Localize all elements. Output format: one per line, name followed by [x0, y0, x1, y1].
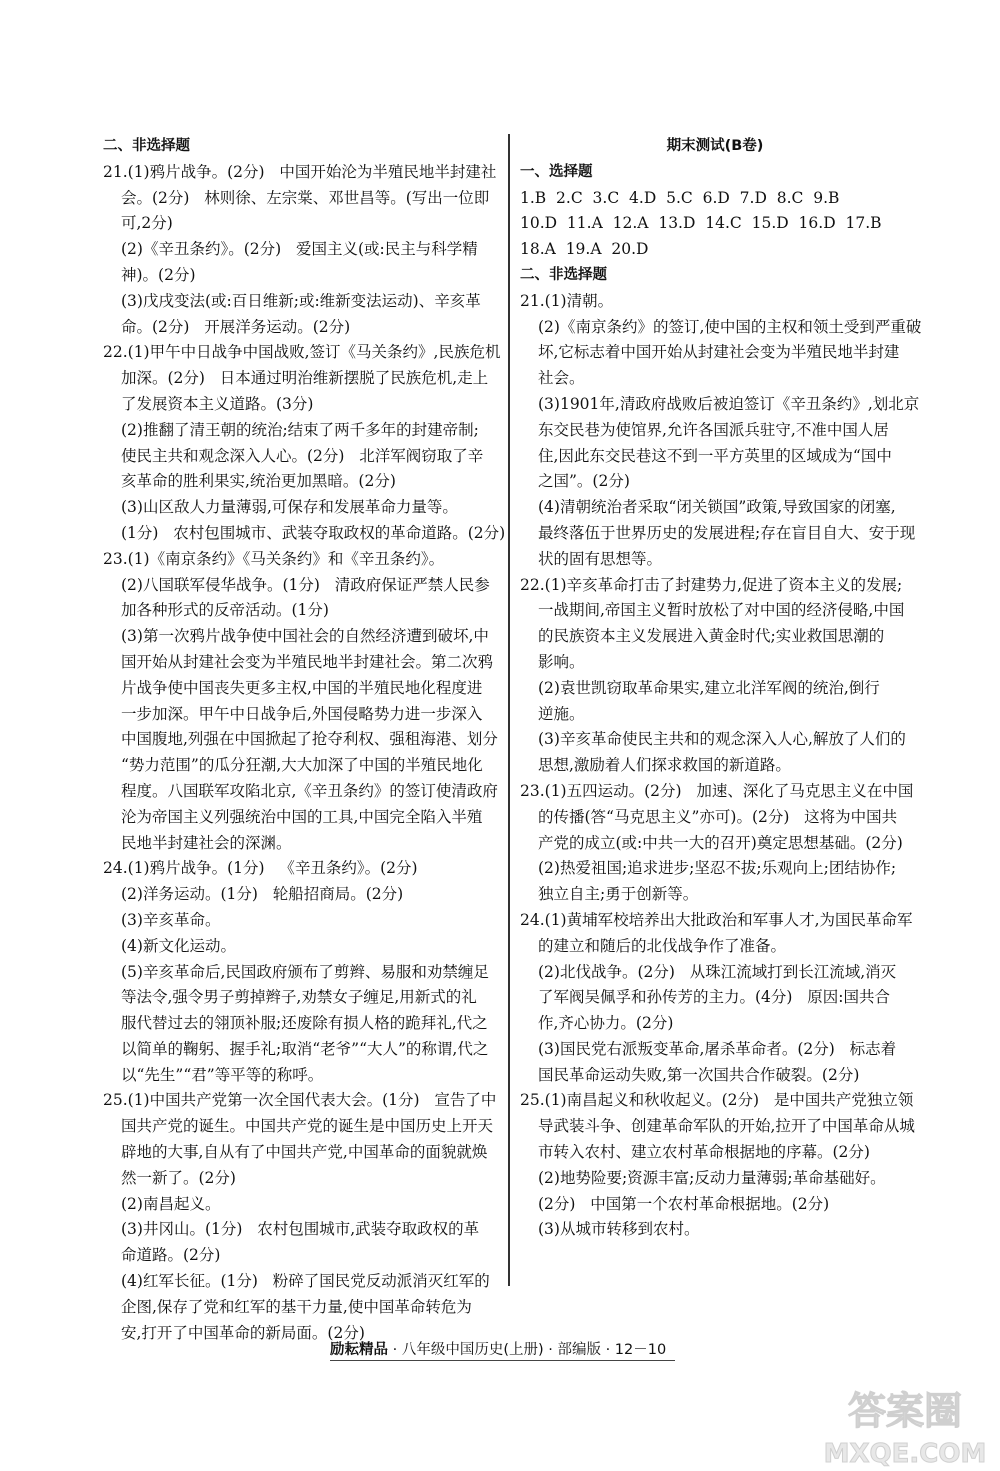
answer-line: 加各种形式的反帝活动。(1分) — [121, 601, 329, 620]
answer-line: (4)新文化运动。 — [121, 936, 236, 955]
answer-line: 最终落伍于世界历史的发展进程;存在盲目自大、安于现 — [538, 523, 916, 542]
answer-line: 国民革命运动失败,第一次国共合作破裂。(2分) — [538, 1065, 860, 1084]
answer-line: 民地半封建社会的深渊。 — [121, 833, 292, 852]
answer-line: (2)北伐战争。(2分) 从珠江流域打到长江流域,消灭 — [538, 962, 897, 981]
answer-line: 社会。 — [538, 369, 585, 388]
answer-line: 影响。 — [538, 652, 585, 671]
answer-line: 国共产党的诞生。中国共产党的诞生是中国历史上开天 — [121, 1117, 494, 1136]
answer-line: (2)袁世凯窃取革命果实,建立北洋军阀的统治,倒行 — [538, 678, 880, 697]
answer-line: 思想,激励着人们探求救国的新道路。 — [538, 756, 791, 775]
answer-line: 独立自主;勇于创新等。 — [538, 885, 699, 904]
answer-line: 服代替过去的翎顶补服;还废除有损人格的跪拜礼,代之 — [121, 1014, 488, 1033]
answer-line: 加深。(2分) 日本通过明治维新摆脱了民族危机,走上 — [121, 369, 489, 388]
answer-line: 的建立和随后的北伐战争作了准备。 — [538, 936, 787, 955]
answer-line: (2)南昌起义。 — [121, 1194, 221, 1213]
answer-line: 1.B 2.C 3.C 4.D 5.C 6.D 7.D 8.C 9.B — [520, 188, 840, 207]
answer-line: 的民族资本主义发展进入黄金时代;实业救国思潮的 — [538, 627, 885, 646]
answer-line: 可,2分) — [121, 214, 173, 233]
answer-line: (3)1901年,清政府战败后被迫签订《辛丑条约》,划北京 — [538, 394, 920, 413]
answer-line: 以“先生”“君”等平等的称呼。 — [121, 1065, 324, 1084]
footer-text: · 八年级中国历史(上册) · 部编版 · 12－10 — [388, 1342, 667, 1358]
answer-line: (3)国民党右派叛变革命,屠杀革命者。(2分) 标志着 — [538, 1039, 897, 1058]
answer-line: 21.(1)鸦片战争。(2分) 中国开始沦为半殖民地半封建社 — [103, 162, 497, 181]
answer-line: 使民主共和观念深入人心。(2分) 北洋军阀窃取了辛 — [121, 446, 484, 465]
footer-brand: 励耘精品 — [330, 1342, 388, 1358]
answer-line: 21.(1)清朝。 — [520, 291, 614, 310]
answer-line: “势力范围”的瓜分狂潮,大大加深了中国的半殖民地化 — [121, 756, 483, 775]
answer-line: (2)《辛丑条约》。(2分) 爱国主义(或:民主与科学精 — [121, 240, 478, 259]
watermark-logo — [817, 1380, 992, 1470]
answer-line: 神)。(2分) — [121, 265, 196, 284]
answer-line: 然一新了。(2分) — [121, 1168, 236, 1187]
answer-line: (1分) 农村包围城市、武装夺取政权的革命道路。(2分) — [121, 523, 506, 542]
answer-line: 等法令,强令男子剪掉辫子,劝禁女子缠足,用新式的礼 — [121, 988, 477, 1007]
answer-line: 以简单的鞠躬、握手礼;取消“老爷”“大人”的称谓,代之 — [121, 1039, 489, 1058]
answer-line: 导武装斗争、创建革命军队的开始,拉开了中国革命从城 — [538, 1117, 915, 1136]
right-column — [520, 134, 922, 1243]
answer-line: (3)戊戌变法(或:百日维新;或:维新变法运动)、辛亥革 — [121, 291, 481, 310]
answer-line: 24.(1)鸦片战争。(1分) 《辛丑条约》。(2分) — [103, 859, 418, 878]
answer-line: (2)地势险要;资源丰富;反动力量薄弱;革命基础好。 — [538, 1168, 886, 1187]
answer-line: (4)清朝统治者采取“闭关锁国”政策,导致国家的闭塞, — [538, 498, 896, 517]
answer-line: 程度。八国联军攻陷北京,《辛丑条约》的签订使清政府 — [121, 781, 498, 800]
answer-line: (4)红军长征。(1分) 粉碎了国民党反动派消灭红军的 — [121, 1272, 490, 1291]
answer-line: 亥革命的胜利果实,统治更加黑暗。(2分) — [121, 472, 396, 491]
answer-line: 25.(1)南昌起义和秋收起义。(2分) 是中国共产党独立领 — [520, 1091, 914, 1110]
answer-line: 状的固有思想等。 — [538, 549, 663, 568]
answer-line: (3)辛亥革命。 — [121, 910, 221, 929]
section-heading: 二、非选择题 — [103, 138, 190, 154]
answer-line: (2)《南京条约》的签订,使中国的主权和领土受到严重破 — [538, 317, 922, 336]
answer-line: 逆施。 — [538, 704, 585, 723]
answer-line: 了发展资本主义道路。(3分) — [121, 394, 314, 413]
watermark-top-text: 答案圈 — [847, 1389, 963, 1433]
footer-rule — [330, 1360, 675, 1361]
section-heading: 期末测试(B卷) — [666, 138, 764, 154]
left-column — [103, 134, 506, 1346]
answer-line: 之国”。(2分) — [538, 472, 630, 491]
answer-line: 一步加深。甲午中日战争后,外国侵略势力进一步深入 — [121, 704, 483, 723]
answer-line: 片战争使中国丧失更多主权,中国的半殖民地化程度进 — [121, 678, 483, 697]
answer-line: 国开始从封建社会变为半殖民地半封建社会。第二次鸦 — [121, 652, 494, 671]
answer-line: (3)井冈山。(1分) 农村包围城市,武装夺取政权的革 — [121, 1220, 480, 1239]
answer-line: 安,打开了中国革命的新局面。(2分) — [121, 1323, 365, 1342]
answer-line: 坏,它标志着中国开始从封建社会变为半殖民地半封建 — [538, 343, 900, 362]
column-divider — [508, 134, 510, 1286]
answer-line: 会。(2分) 林则徐、左宗棠、邓世昌等。(写出一位即 — [121, 188, 490, 207]
answer-line: 一战期间,帝国主义暂时放松了对中国的经济侵略,中国 — [538, 601, 905, 620]
answer-line: 23.(1)《南京条约》《马关条约》和《辛丑条约》。 — [103, 549, 445, 568]
answer-line: (3)辛亥革命使民主共和的观念深入人心,解放了人们的 — [538, 730, 906, 749]
answer-line: (5)辛亥革命后,民国政府颁布了剪辫、易服和劝禁缠足 — [121, 962, 489, 981]
watermark-bottom-text: MXQE.COM — [823, 1439, 987, 1469]
answer-line: (2)洋务运动。(1分) 轮船招商局。(2分) — [121, 885, 404, 904]
page-footer — [330, 1338, 730, 1359]
answer-line: 了军阀吴佩孚和孙传芳的主力。(4分) 原因:国共合 — [538, 988, 890, 1007]
answer-line: (2)热爱祖国;追求进步;坚忍不拔;乐观向上;团结协作; — [538, 859, 897, 878]
answer-line: (2分) 中国第一个农村革命根据地。(2分) — [538, 1194, 830, 1213]
answer-line: 24.(1)黄埔军校培养出大批政治和军事人才,为国民革命军 — [520, 910, 913, 929]
answer-line: 23.(1)五四运动。(2分) 加速、深化了马克思主义在中国 — [520, 781, 914, 800]
answer-line: 命道路。(2分) — [121, 1246, 221, 1265]
answer-line: 作,齐心协力。(2分) — [538, 1014, 674, 1033]
answer-line: (3)第一次鸦片战争使中国社会的自然经济遭到破坏,中 — [121, 627, 489, 646]
answer-line: 住,因此东交民巷这不到一平方英里的区域成为“国中 — [538, 446, 892, 465]
answer-line: 东交民巷为使馆界,允许各国派兵驻守,不准中国人居 — [538, 420, 889, 439]
answer-line: 22.(1)甲午中日战争中国战败,签订《马关条约》,民族危机 — [103, 343, 501, 362]
answer-line: 18.A 19.A 20.D — [520, 240, 649, 259]
answer-line: (3)山区敌人力量薄弱,可保存和发展革命力量等。 — [121, 498, 458, 517]
answer-line: 中国腹地,列强在中国掀起了抢夺利权、强租海港、划分 — [121, 730, 498, 749]
answer-line: 企图,保存了党和红军的基干力量,使中国革命转危为 — [121, 1297, 472, 1316]
section-heading: 一、选择题 — [520, 163, 593, 180]
answer-line: 辟地的大事,自从有了中国共产党,中国革命的面貌就焕 — [121, 1143, 488, 1162]
answer-line: 22.(1)辛亥革命打击了封建势力,促进了资本主义的发展; — [520, 575, 903, 594]
answer-line: 市转入农村、建立农村革命根据地的序幕。(2分) — [538, 1143, 870, 1162]
answer-line: (2)推翻了清王朝的统治;结束了两千多年的封建帝制; — [121, 420, 479, 439]
answer-line: 命。(2分) 开展洋务运动。(2分) — [121, 317, 351, 336]
section-heading: 二、非选择题 — [520, 266, 607, 283]
answer-line: (3)从城市转移到农村。 — [538, 1220, 700, 1239]
answer-line: 25.(1)中国共产党第一次全国代表大会。(1分) 宣告了中 — [103, 1091, 497, 1110]
answer-line: 产党的成立(或:中共一大的召开)奠定思想基础。(2分) — [538, 833, 903, 852]
answer-line: (2)八国联军侵华战争。(1分) 清政府保证严禁人民参 — [121, 575, 490, 594]
answer-line: 的传播(答“马克思主义”亦可)。(2分) 这将为中国共 — [538, 807, 898, 826]
answer-line: 沦为帝国主义列强统治中国的工具,中国完全陷入半殖 — [121, 807, 483, 826]
answer-line: 10.D 11.A 12.A 13.D 14.C 15.D 16.D 17.B — [520, 214, 882, 233]
